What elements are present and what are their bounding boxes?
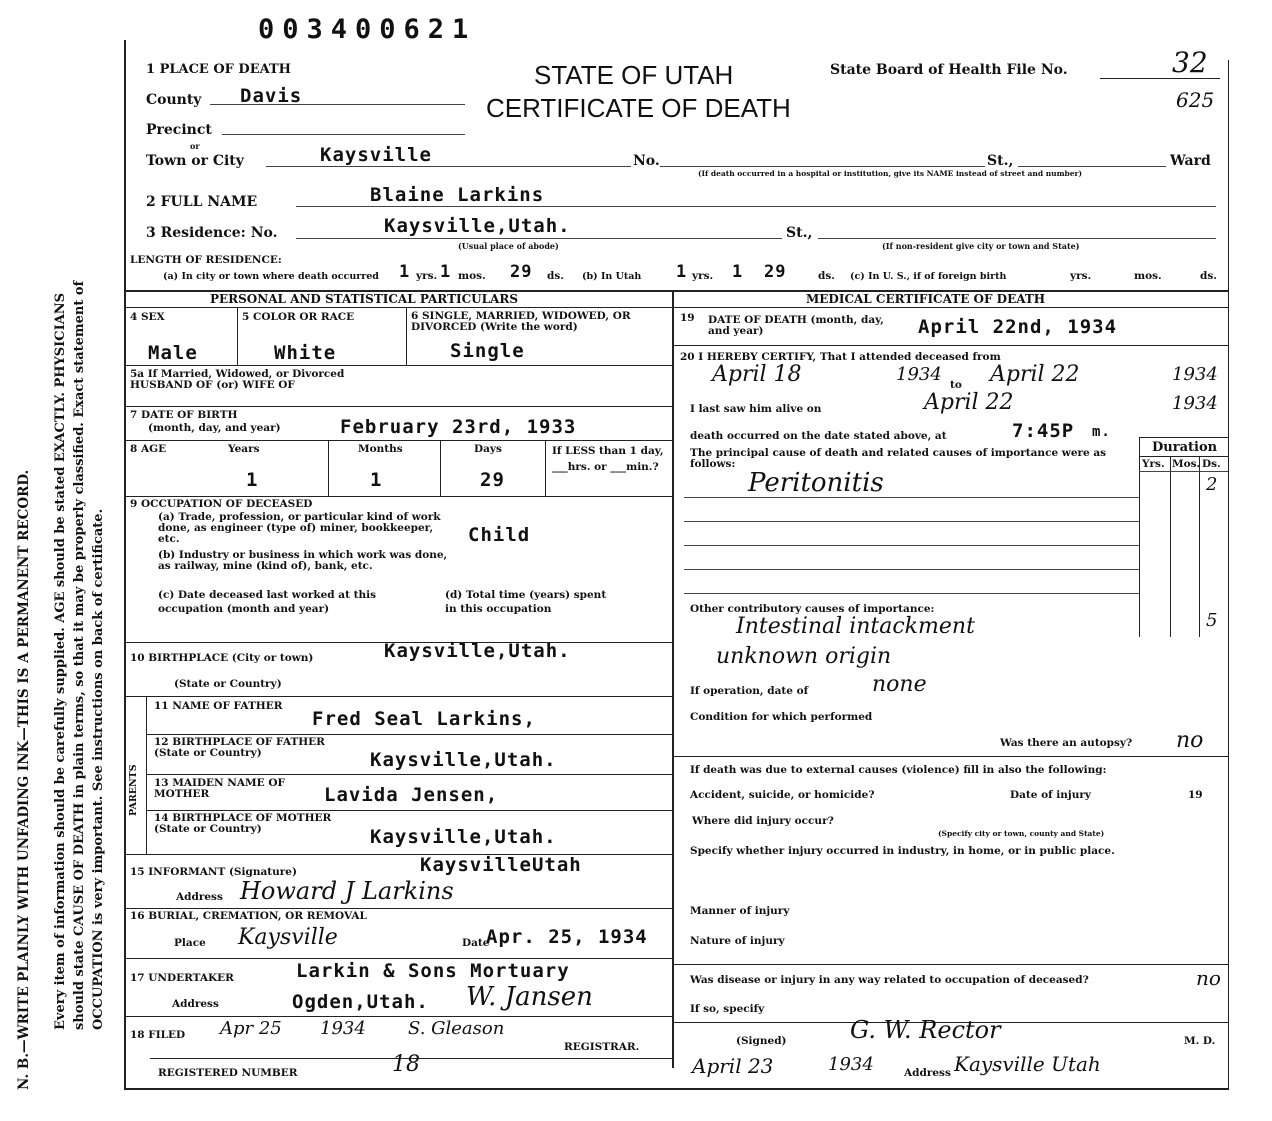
other-causes-label: Other contributory causes of importance: xyxy=(690,603,935,615)
operation-value: none xyxy=(872,672,927,697)
dob-value: February 23rd, 1933 xyxy=(340,416,577,438)
certify-label: 20 I HEREBY CERTIFY, That I attended deceased from xyxy=(680,351,1001,363)
duration-divider-1 xyxy=(1139,437,1140,637)
signature-year: 1934 xyxy=(828,1054,874,1075)
file-no-2: 625 xyxy=(1176,88,1215,112)
race-label: 5 COLOR OR RACE xyxy=(242,311,355,323)
cause-line-2 xyxy=(684,521,1139,522)
age-divider-3 xyxy=(545,440,546,496)
age-divider-2 xyxy=(440,440,441,496)
father-birthplace-value: Kaysville,Utah. xyxy=(370,749,557,771)
residence-b-yrs: 1 xyxy=(676,262,688,282)
cause-line-3 xyxy=(684,545,1139,546)
residence-st-label: St., xyxy=(786,225,813,241)
undertaker-signature: W. Jansen xyxy=(466,982,593,1012)
residence-b-ds-unit: ds. xyxy=(818,270,835,282)
other-cause-days: 5 xyxy=(1206,610,1218,631)
to-label: to xyxy=(950,379,962,391)
row-line-1 xyxy=(124,365,672,366)
medical-section-title: MEDICAL CERTIFICATE OF DEATH xyxy=(806,292,1046,306)
dod-value: April 22nd, 1934 xyxy=(918,316,1118,338)
last-saw-value: April 22 xyxy=(924,390,1014,415)
undertaker-label: 17 UNDERTAKER xyxy=(130,972,234,984)
row-line-4 xyxy=(124,496,672,497)
age-days: 29 xyxy=(480,469,505,491)
occupation-b-label: (b) Industry or business in which work was done, as railway, mine (kind of), bank, etc. xyxy=(158,549,448,572)
town-value: Kaysville xyxy=(320,144,432,166)
undertaker-name: Larkin & Sons Mortuary xyxy=(296,960,570,982)
residence-a-ds-unit: ds. xyxy=(547,270,564,282)
state-title: STATE OF UTAH xyxy=(534,60,734,90)
father-value: Fred Seal Larkins, xyxy=(312,708,536,730)
sidebar-line-2: Every item of information should be carefully supplied. AGE should be stated EXACTLY. PHYSICIANS xyxy=(53,292,68,1030)
residence-st-line xyxy=(818,238,1216,239)
days-label: Days xyxy=(474,443,502,455)
or-label: or xyxy=(190,141,200,151)
duration-label: Duration xyxy=(1152,440,1218,455)
sidebar-line-3: should state CAUSE OF DEATH in plain terms, so that it may be properly classified. Exact statement of xyxy=(72,280,87,1030)
residence-c-yrs-unit: yrs. xyxy=(1070,270,1092,282)
registrar-label: REGISTRAR. xyxy=(564,1041,640,1053)
signed-label: (Signed) xyxy=(736,1035,787,1047)
cause-line-1 xyxy=(684,497,1139,498)
county-label: County xyxy=(146,92,202,108)
ward-label: Ward xyxy=(1170,153,1211,169)
attended-to-year: 1934 xyxy=(1172,364,1218,385)
informant-label: 15 INFORMANT (Signature) xyxy=(130,866,297,878)
where-label: Where did injury occur? xyxy=(692,815,834,827)
county-value: Davis xyxy=(240,85,303,107)
bottom-border xyxy=(124,1088,1228,1090)
birthplace-value: Kaysville,Utah. xyxy=(384,640,571,662)
duration-yrs-label: Yrs. xyxy=(1142,458,1165,470)
occupation-related-value: no xyxy=(1196,966,1221,990)
age-years: 1 xyxy=(246,469,259,491)
specify-label: Specify whether injury occurred in industry, in home, or in public place. xyxy=(690,845,1115,857)
md-label: M. D. xyxy=(1184,1035,1216,1047)
physician-address: Kaysville Utah xyxy=(954,1052,1101,1076)
mother-value: Lavida Jensen, xyxy=(324,784,499,806)
medical-title-line xyxy=(672,307,1228,308)
sidebar-line-4: OCCUPATION is very important. See instructions on back of certificate. xyxy=(91,508,106,1030)
no-label: No. xyxy=(633,153,660,169)
registered-number: 18 xyxy=(392,1052,420,1077)
personal-title-line xyxy=(124,307,672,308)
less-than-label: If LESS than 1 day, ___hrs. or ___min.? xyxy=(552,445,664,473)
residence-c-ds-unit: ds. xyxy=(1200,270,1217,282)
duration-divider-3 xyxy=(1199,456,1200,637)
row-line-8 xyxy=(146,774,672,775)
external-causes-label: If death was due to external causes (violence) fill in also the following: xyxy=(690,764,1107,776)
physician-signature: G. W. Rector xyxy=(850,1016,1001,1044)
certificate-number: 003400621 xyxy=(258,14,477,45)
undertaker-address-label: Address xyxy=(172,998,219,1010)
row-line-7 xyxy=(146,734,672,735)
residence-a-yrs-unit: yrs. xyxy=(416,270,438,282)
residence-b-mos: 1 xyxy=(732,262,744,282)
cause-value: Peritonitis xyxy=(748,468,884,498)
physician-address-label: Address xyxy=(904,1067,951,1079)
right-border xyxy=(1228,60,1229,1090)
cause-line-5 xyxy=(684,593,1139,594)
if-so-label: If so, specify xyxy=(690,1003,765,1015)
town-label: Town or City xyxy=(146,153,244,169)
race-value: White xyxy=(274,342,337,364)
residence-a-ds: 29 xyxy=(510,262,533,282)
attended-from: April 18 xyxy=(712,362,802,387)
marital-label: 6 SINGLE, MARRIED, WIDOWED, OR DIVORCED (Write the word) xyxy=(411,310,631,333)
last-saw-label: I last saw him alive on xyxy=(690,403,822,415)
cause-days: 2 xyxy=(1206,474,1218,495)
burial-place-value: Kaysville xyxy=(238,925,338,950)
duration-mos-label: Mos. xyxy=(1172,458,1201,470)
other-cause-2: unknown origin xyxy=(716,644,892,669)
precinct-line xyxy=(222,134,465,135)
dob-label: 7 DATE OF BIRTH xyxy=(130,409,238,421)
residence-value: Kaysville,Utah. xyxy=(384,215,571,237)
burial-date-value: Apr. 25, 1934 xyxy=(486,926,648,948)
state-country-label: (State or Country) xyxy=(174,678,282,690)
burial-date-label: Date xyxy=(462,937,490,949)
occupation-related-label: Was disease or injury in any way related to occupation of deceased? xyxy=(690,974,1089,986)
med-line-2 xyxy=(672,756,1228,757)
mother-birthplace-value: Kaysville,Utah. xyxy=(370,826,557,848)
marital-value: Single xyxy=(450,340,525,362)
place-of-death-label: 1 PLACE OF DEATH xyxy=(146,62,291,77)
left-border xyxy=(124,40,126,1090)
residence-a-label: (a) In city or town where death occurred xyxy=(163,271,379,282)
med-line-3 xyxy=(672,964,1228,965)
race-divider xyxy=(406,307,407,365)
filed-label: 18 FILED xyxy=(130,1029,186,1041)
st-line xyxy=(1018,166,1166,167)
duration-divider-2 xyxy=(1170,456,1171,637)
time-label: death occurred on the date stated above, at xyxy=(690,430,947,442)
usual-note: (Usual place of abode) xyxy=(458,241,559,251)
time-value: 7:45P xyxy=(1012,420,1075,442)
autopsy-label: Was there an autopsy? xyxy=(1000,737,1133,749)
age-label: 8 AGE xyxy=(130,443,167,455)
injury-date-label: Date of injury xyxy=(1010,789,1091,801)
occupation-d-label: (d) Total time (years) spent in this occupation xyxy=(445,589,607,615)
residence-a-mos: 1 xyxy=(440,262,452,282)
residence-b-yrs-unit: yrs. xyxy=(692,270,714,282)
length-of-residence-label: LENGTH OF RESIDENCE: xyxy=(130,254,282,266)
row-line-11 xyxy=(124,908,672,909)
condition-label: Condition for which performed xyxy=(690,711,873,723)
hospital-note: (If death occurred in a hospital or institution, give its NAME instead of street and number) xyxy=(698,169,1083,178)
nonres-note: (If non-resident give city or town and State) xyxy=(882,241,1080,251)
last-saw-year: 1934 xyxy=(1172,393,1218,414)
cause-line-4 xyxy=(684,569,1139,570)
father-birthplace-label: 12 BIRTHPLACE OF FATHER (State or Country) xyxy=(154,736,325,759)
st-label: St., xyxy=(987,153,1014,169)
full-name-line xyxy=(296,206,1216,207)
cause-label: The principal cause of death and related causes of importance were as follows: xyxy=(690,447,1107,470)
sex-divider xyxy=(237,307,238,365)
town-line xyxy=(266,166,631,167)
row-line-10 xyxy=(124,854,672,855)
occupation-label: 9 OCCUPATION OF DECEASED xyxy=(130,498,313,510)
middle-divider xyxy=(672,290,674,1068)
row-line-12 xyxy=(124,958,672,959)
autopsy-value: no xyxy=(1176,728,1204,753)
undertaker-address-value: Ogden,Utah. xyxy=(292,991,429,1013)
residence-c-mos-unit: mos. xyxy=(1134,270,1162,282)
certificate-title: CERTIFICATE OF DEATH xyxy=(486,93,791,123)
residence-label: 3 Residence: No. xyxy=(146,225,278,241)
occupation-value: Child xyxy=(468,524,531,546)
personal-section-title: PERSONAL AND STATISTICAL PARTICULARS xyxy=(210,292,519,306)
dob-sub-label: (month, day, and year) xyxy=(148,422,281,434)
parents-divider xyxy=(146,696,147,854)
informant-signature: Howard J Larkins xyxy=(240,877,454,905)
operation-label: If operation, date of xyxy=(690,685,809,697)
months-label: Months xyxy=(358,443,403,455)
nature-label: Nature of injury xyxy=(690,935,785,947)
row-line-3 xyxy=(124,440,672,441)
age-months: 1 xyxy=(370,469,383,491)
parents-side-label: PARENTS xyxy=(128,764,139,816)
where-note: (Specify city or town, county and State) xyxy=(938,829,1105,838)
occupation-c-label: (c) Date deceased last worked at this occupation (month and year) xyxy=(158,589,376,615)
registered-number-label: REGISTERED NUMBER xyxy=(158,1067,298,1079)
precinct-label: Precinct xyxy=(146,122,212,138)
attended-from-year: 1934 xyxy=(896,364,942,385)
years-label: Years xyxy=(228,443,260,455)
informant-address-label: Address xyxy=(176,891,223,903)
duration-header-line xyxy=(1139,456,1228,457)
residence-b-ds: 29 xyxy=(764,262,787,282)
full-name-label: 2 FULL NAME xyxy=(146,194,258,210)
sex-label: 4 SEX xyxy=(130,311,165,323)
time-suffix: m. xyxy=(1092,424,1111,440)
mother-label: 13 MAIDEN NAME OF MOTHER xyxy=(154,777,285,800)
row-line-2 xyxy=(124,406,672,407)
filed-year: 1934 xyxy=(320,1018,366,1039)
dod-sub-label: DATE OF DEATH (month, day, and year) xyxy=(708,314,884,337)
residence-b-label: (b) In Utah xyxy=(582,271,642,282)
manner-label: Manner of injury xyxy=(690,905,790,917)
registrar-signature: S. Gleason xyxy=(408,1018,505,1039)
burial-place-label: Place xyxy=(174,937,206,949)
age-divider-1 xyxy=(328,440,329,496)
residence-a-yrs: 1 xyxy=(399,262,411,282)
burial-label: 16 BURIAL, CREMATION, OR REMOVAL xyxy=(130,910,367,922)
informant-address-value: KaysvilleUtah xyxy=(420,854,582,876)
dod-label: 19 xyxy=(680,312,695,324)
med-line-1 xyxy=(672,345,1228,346)
sex-value: Male xyxy=(148,342,198,364)
occupation-a-label: (a) Trade, profession, or particular kind of work done, as engineer (type of) miner, bookkeeper, etc. xyxy=(158,511,441,545)
filed-date: Apr 25 xyxy=(220,1018,282,1039)
row-line-9 xyxy=(146,810,672,811)
full-name: Blaine Larkins xyxy=(370,184,545,206)
residence-a-mos-unit: mos. xyxy=(458,270,486,282)
residence-c-label: (c) In U. S., if of foreign birth xyxy=(850,271,1007,282)
accident-label: Accident, suicide, or homicide? xyxy=(690,789,875,801)
other-cause-1: Intestinal intackment xyxy=(736,614,975,639)
duration-sub-line xyxy=(1139,471,1228,472)
residence-line xyxy=(296,238,782,239)
row-line-13 xyxy=(124,1016,672,1017)
attended-to: April 22 xyxy=(990,362,1080,387)
duration-ds-label: Ds. xyxy=(1202,458,1221,470)
file-no-label: State Board of Health File No. xyxy=(830,62,1068,78)
spouse-label: 5a If Married, Widowed, or Divorced HUSBAND OF (or) WIFE OF xyxy=(130,368,345,391)
file-no: 32 xyxy=(1172,46,1208,79)
row-line-6 xyxy=(124,696,672,697)
sidebar-notice: N. B.—WRITE PLAINLY WITH UNFADING INK—THIS IS A PERMANENT RECORD. xyxy=(16,469,32,1090)
duration-top-line xyxy=(1139,437,1228,438)
father-label: 11 NAME OF FATHER xyxy=(154,700,283,712)
birthplace-label: 10 BIRTHPLACE (City or town) xyxy=(130,652,314,664)
injury-year-label: 19 xyxy=(1188,789,1203,801)
mother-birthplace-label: 14 BIRTHPLACE OF MOTHER (State or Country) xyxy=(154,812,332,835)
signature-date: April 23 xyxy=(692,1054,774,1078)
no-line xyxy=(660,166,985,167)
